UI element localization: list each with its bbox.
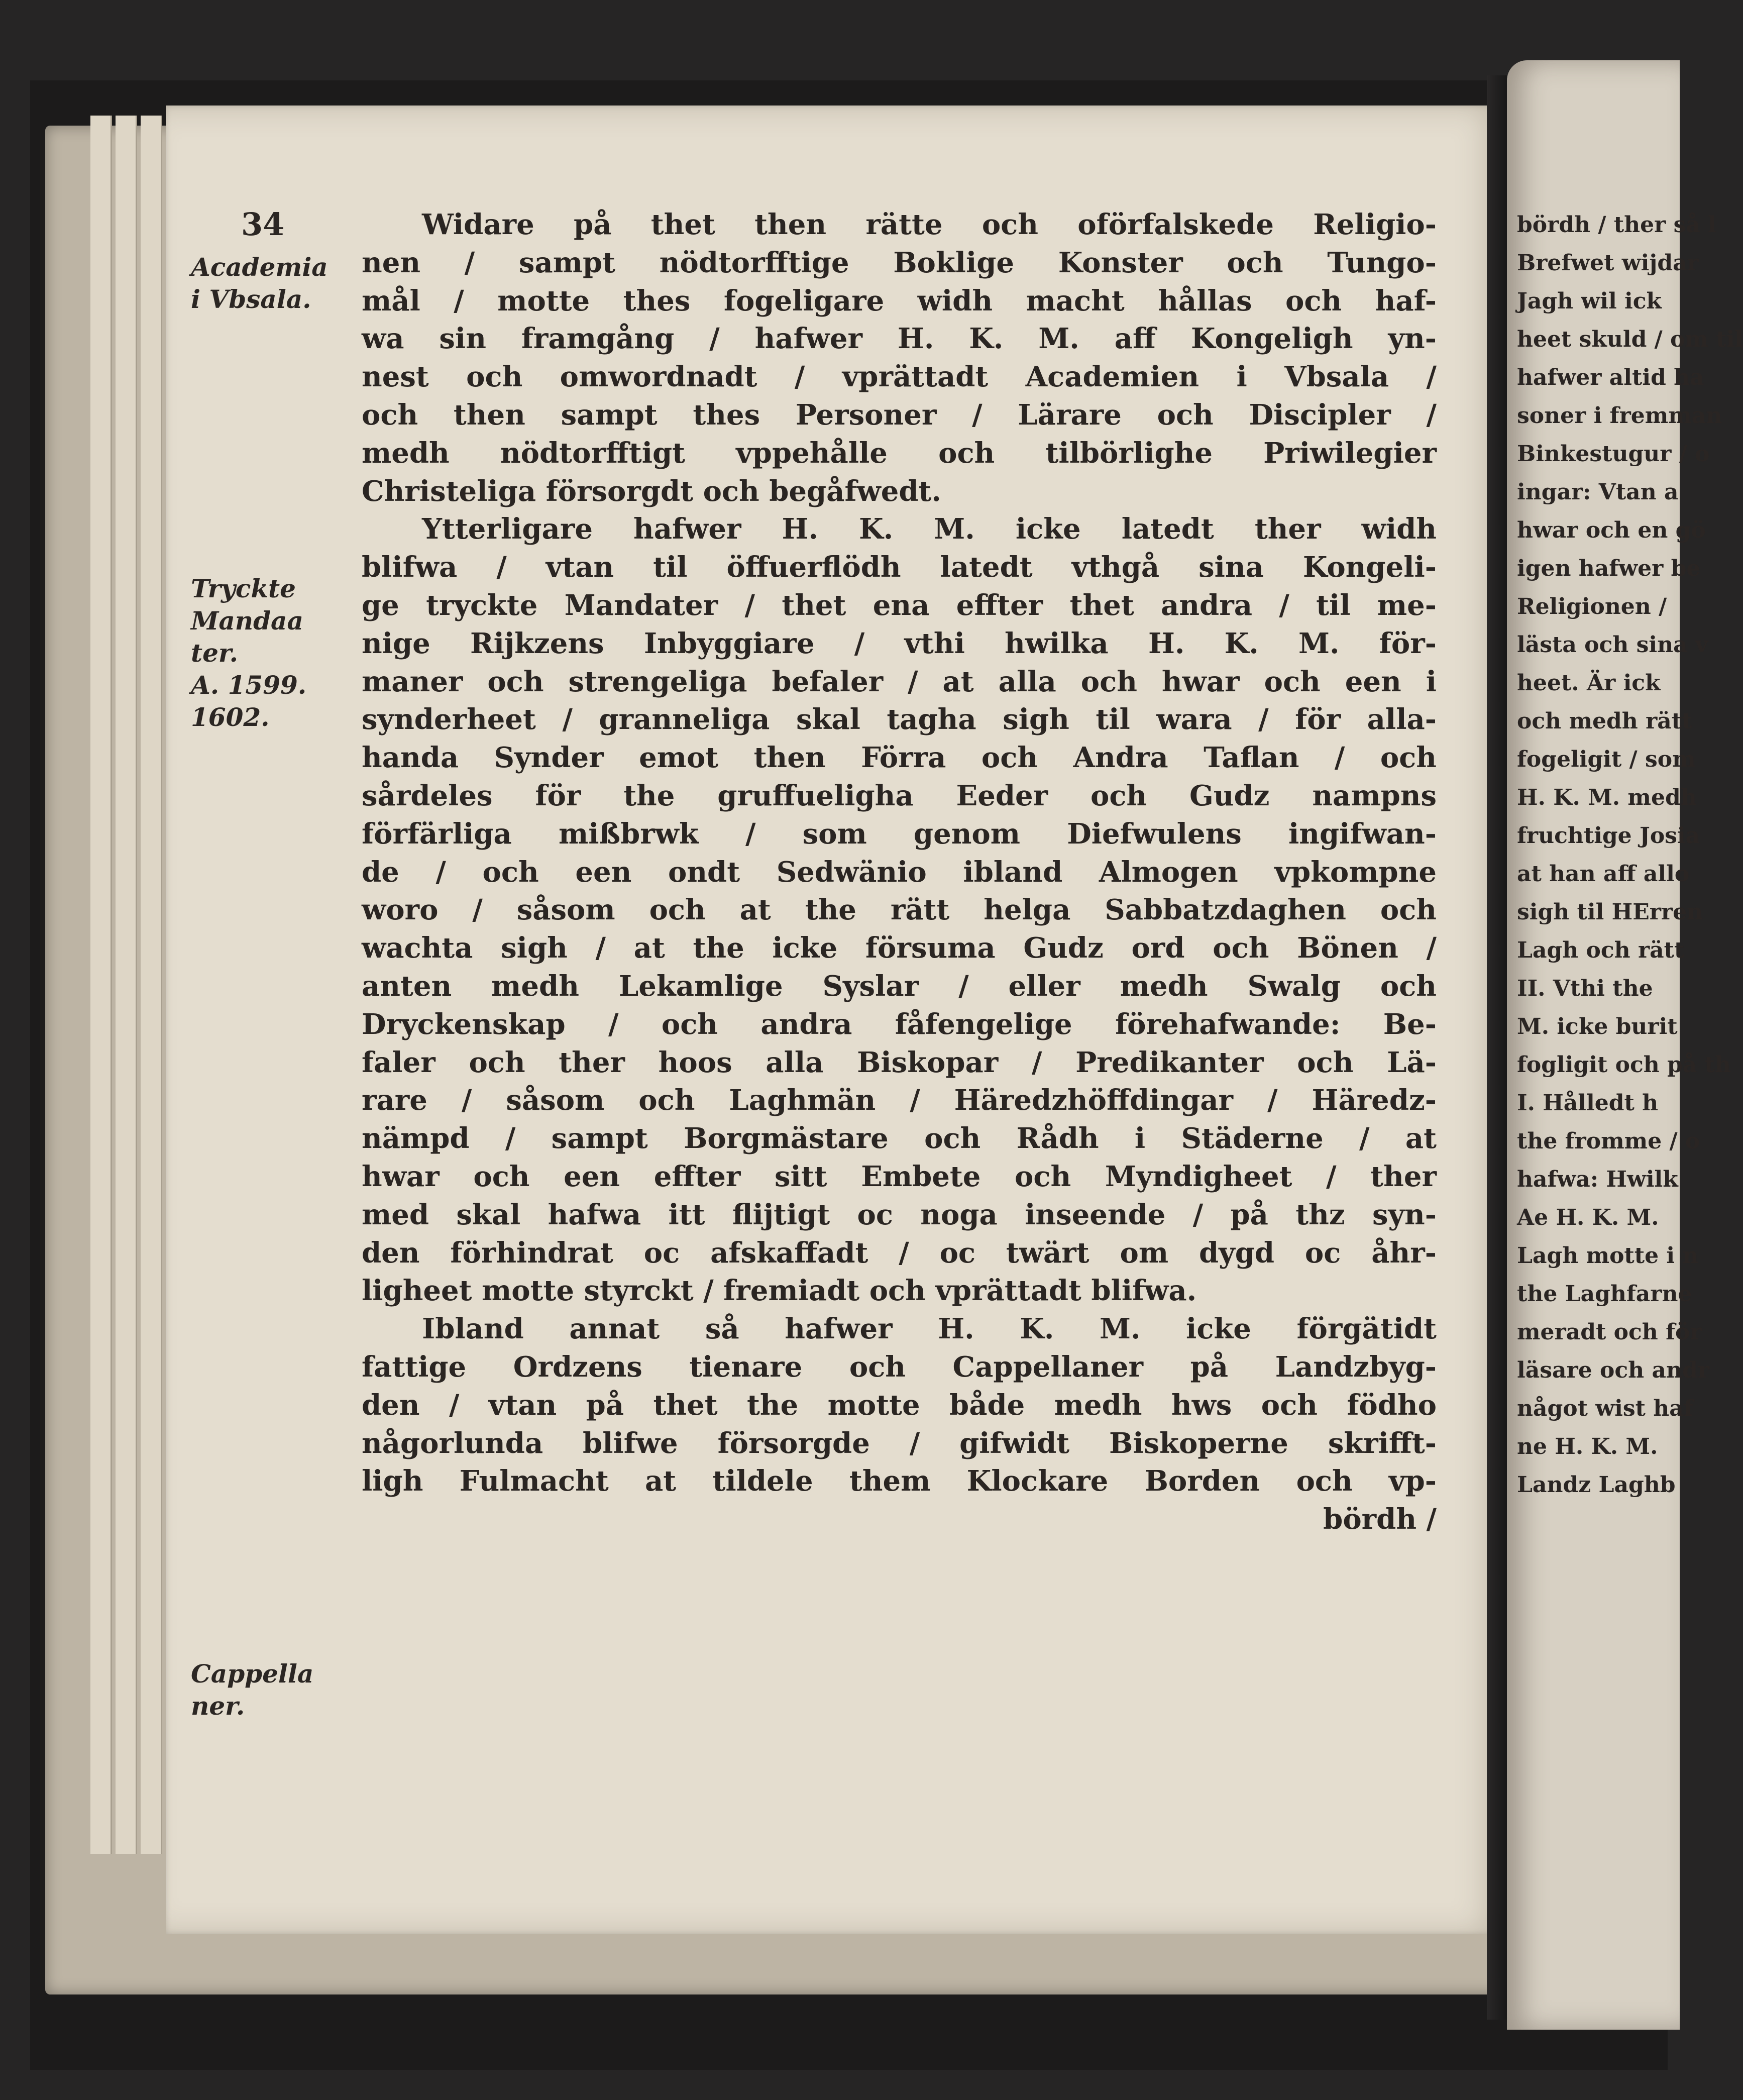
right-page-line: heet skuld / om til	[1517, 327, 1743, 352]
text-line: nige Rijkzens Inbyggiare / vthi hwilka H. K. M. för-	[362, 626, 1437, 660]
right-page-line: hafwer altid ha	[1517, 365, 1704, 390]
right-page-line: Religionen /	[1517, 594, 1667, 619]
margin-note-mandater	[191, 573, 357, 733]
right-page-line: Brefwet wijdar	[1517, 250, 1699, 276]
text-line: blifwa / vtan til öffuerflödh latedt vthgå sina Kongeli-	[362, 551, 1437, 584]
right-page-line: igen hafwer be	[1517, 556, 1701, 581]
text-line: nämpd / sampt Borgmästare och Rådh i Städerne / at	[362, 1122, 1437, 1156]
right-page-line: hwar och en gö	[1517, 517, 1706, 543]
right-page-line: bördh / ther så l	[1517, 212, 1716, 238]
text-line: faler och ther hoos alla Biskopar / Predikanter och Lä-	[362, 1045, 1437, 1079]
margin-note-line: ter.	[191, 638, 239, 668]
right-page-line: Lagh och rätt	[1517, 937, 1685, 963]
margin-note-cappellaner	[191, 1658, 357, 1722]
margin-note-academia	[191, 251, 357, 316]
body-text	[362, 206, 1437, 1539]
text-line: wachta sigh / at the icke försuma Gudz ord och Bönen /	[362, 931, 1437, 965]
text-line: medh nödtorfftigt vppehålle och tilbörlighe Priwilegier	[362, 436, 1437, 470]
text-line: den förhindrat oc afskaffadt / oc twärt om dygd oc åhr-	[362, 1236, 1437, 1270]
text-line: wa sin framgång / hafwer H. K. M. aff Kongeligh yn-	[362, 322, 1437, 356]
right-page-line: fogeligit / som	[1517, 747, 1696, 772]
text-line: woro / såsom och at the rätt helga Sabbatzdaghen och	[362, 893, 1437, 927]
right-page-line: soner i fremman	[1517, 403, 1722, 429]
right-page-line: något wist haf	[1517, 1396, 1693, 1421]
catchword: bördh /	[1323, 1503, 1437, 1536]
margin-note-line: i Vbsala.	[191, 284, 311, 314]
margin-note-line: Cappella	[191, 1659, 314, 1689]
right-page-line: ingar: Vtan a	[1517, 479, 1679, 505]
right-page-line: Binkestugur / o	[1517, 441, 1710, 467]
text-line: mål / motte thes fogeligare widh macht hållas och haf-	[362, 284, 1437, 318]
text-line: synderheet / granneliga skal tagha sigh til wara / för alla-	[362, 703, 1437, 737]
text-line: anten medh Lekamlige Syslar / eller medh Swalg och	[362, 969, 1437, 1003]
page-edge	[116, 116, 137, 1854]
right-page-text	[1507, 206, 1743, 1504]
text-line: nest och omwordnadt / vprättadt Academien i Vbsala /	[362, 360, 1437, 394]
text-line: med skal hafwa itt flijtigt oc noga inseende / på thz syn-	[362, 1198, 1437, 1231]
right-page-line: the fromme / o	[1517, 1128, 1700, 1154]
page-edge	[141, 116, 162, 1854]
margin-note-line: ner.	[191, 1691, 245, 1721]
text-line: fattige Ordzens tienare och Cappellaner på Landzbyg-	[362, 1350, 1437, 1384]
right-page	[1507, 60, 1743, 2030]
right-page-line: läsare och andr	[1517, 1357, 1709, 1383]
right-page-line: Ae H. K. M.	[1517, 1205, 1659, 1230]
right-page-line: och medh rätt	[1517, 708, 1692, 734]
text-line: ligh Fulmacht at tildele them Klockare Borden och vp-	[362, 1464, 1437, 1498]
right-page-line: sigh til HErren	[1517, 899, 1703, 925]
right-page-line: fogligit och på th	[1517, 1052, 1731, 1078]
right-page-line: hafwa: Hwilk	[1517, 1167, 1678, 1192]
right-page-line: ne H. K. M.	[1517, 1434, 1658, 1459]
margin-note-line: A. 1599.	[191, 670, 307, 700]
text-line: den / vtan på thet the motte både medh hws och födho	[362, 1388, 1437, 1422]
right-page-line: meradt och för	[1517, 1319, 1702, 1345]
text-line: Ibland annat så hafwer H. K. M. icke förgätidt	[422, 1312, 1437, 1346]
text-line: rare / såsom och Laghmän / Häredzhöffdingar / Häredz-	[362, 1084, 1437, 1117]
text-line: hwar och een effter sitt Embete och Myndigheet / ther	[362, 1160, 1437, 1193]
right-page-line: lästa och sina v	[1517, 632, 1708, 658]
text-line: ligheet motte styrckt / fremiadt och vprättadt blifwa.	[362, 1274, 1197, 1308]
right-page-line: heet. Är ick	[1517, 670, 1661, 696]
right-page-line: Landz Laghb	[1517, 1472, 1676, 1498]
margin-note-line: Academia	[191, 252, 328, 282]
right-page-line: H. K. M. medh	[1517, 785, 1697, 810]
right-page-line: Jagh wil ick	[1517, 288, 1662, 314]
margin-note-line: 1602.	[191, 702, 270, 732]
right-page-line: M. icke burit	[1517, 1014, 1678, 1039]
right-page-line: Lagh motte i n	[1517, 1243, 1699, 1269]
text-line: Dryckenskap / och andra fåfengelige förehafwande: Be-	[362, 1007, 1437, 1041]
text-line: Widare på thet then rätte och oförfalskede Religio-	[422, 208, 1437, 241]
text-line: ge tryckte Mandater / thet ena effter thet andra / til me-	[362, 588, 1437, 622]
text-line: de / och een ondt Sedwänio ibland Almogen vpkompne	[362, 855, 1437, 889]
text-line: någorlunda blifwe försorgde / gifwidt Biskoperne skrifft-	[362, 1426, 1437, 1460]
text-line: maner och strengeliga befaler / at alla och hwar och een i	[362, 665, 1437, 698]
right-page-line: II. Vthi the	[1517, 976, 1653, 1001]
text-line: förfärliga mißbrwk / som genom Diefwulens ingifwan-	[362, 817, 1437, 851]
margin-note-line: Tryckte	[191, 574, 296, 603]
text-line: handa Synder emot then Förra och Andra Taflan / och	[362, 741, 1437, 775]
right-page-line: fruchtige Josia	[1517, 823, 1700, 849]
page-edge	[90, 116, 112, 1854]
text-line: och then sampt thes Personer / Lärare och Discipler /	[362, 398, 1437, 432]
right-page-line: at han aff allo	[1517, 861, 1690, 887]
text-line: Christeliga försorgdt och begåfwedt.	[362, 474, 941, 508]
margin-note-line: Mandaa	[191, 606, 303, 636]
text-line: nen / sampt nödtorfftige Boklige Konster och Tungo-	[362, 246, 1437, 279]
right-page-line: I. Hålledt h	[1517, 1090, 1659, 1116]
right-page-line: the Laghfarne	[1517, 1281, 1692, 1307]
page-number: 34	[241, 206, 285, 243]
text-line: Ytterligare hafwer H. K. M. icke latedt ther widh	[422, 512, 1437, 546]
text-line: sårdeles för the gruffueligha Eeder och Gudz nampns	[362, 779, 1437, 812]
